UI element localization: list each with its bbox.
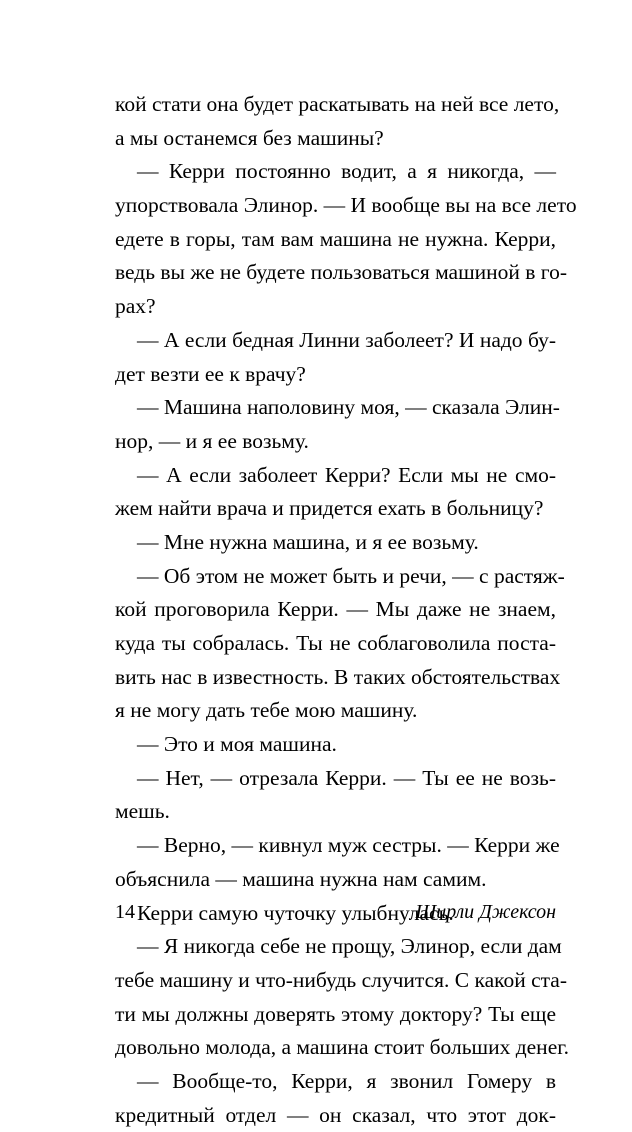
text-line: жем найти врача и придется ехать в больницу? [115,496,544,521]
text-line: куда ты собралась. Ты не соблаговолила поста- [115,631,556,655]
body-text [115,88,577,1132]
page-number: 14 [115,901,135,923]
text-line: ведь вы же не будете пользоваться машиной в го- [115,260,568,285]
text-line: дет везти ее к врачу? [115,361,306,386]
text-line: кой стати она будет раскатывать на ней все лето, [115,92,560,116]
running-footer-author: Ширли Джексон [415,901,556,923]
text-line: ти мы должны доверять этому доктору? Ты еще [115,1001,556,1026]
text-line: нор, — и я ее возьму. [115,428,309,453]
text-line: — А если бедная Линни заболеет? И надо бу- [137,327,556,352]
text-line: — Вообще-то, Керри, я звонил Гомеру в [137,1068,556,1093]
text-line: Керри самую чуточку улыбнулась. [137,900,454,925]
text-line: — Я никогда себе не прощу, Элинор, если дам [137,934,562,959]
text-line: — Мне нужна машина, и я ее возьму. [137,529,479,554]
text-line: объяснила — машина нужна нам самим. [115,866,487,891]
text-line: вить нас в известность. В таких обстоятельствах [115,664,561,689]
text-line: рах? [115,294,156,319]
page-footer [115,897,556,927]
text-line: а мы останемся без машины? [115,125,384,150]
text-line: мешь. [115,799,170,824]
text-line: довольно молода, а машина стоит больших денег. [115,1035,569,1060]
text-line: кой проговорила Керри. — Мы даже не знаем, [115,597,556,622]
text-line: — Нет, — отрезала Керри. — Ты ее не возь- [137,765,556,790]
text-line: упорствовала Элинор. — И вообще вы на все лето [115,193,577,218]
text-line: едете в горы, там вам машина не нужна. Керри, [115,226,556,251]
text-line: — А если заболеет Керри? Если мы не смо- [137,462,556,487]
text-line: — Машина наполовину моя, — сказала Элин- [137,395,560,420]
text-line: — Это и моя машина. [137,732,337,757]
text-line: — Об этом не может быть и речи, — с растяж- [137,563,565,588]
text-line: тебе машину и что-нибудь случится. С какой ста- [115,967,568,992]
text-line: кредитный отдел — он сказал, что этот док- [115,1102,556,1127]
text-line: — Верно, — кивнул муж сестры. — Керри же [137,833,560,858]
text-line: — Керри постоянно водит, а я никогда, — [137,159,556,184]
text-line: я не могу дать тебе мою машину. [115,698,418,723]
